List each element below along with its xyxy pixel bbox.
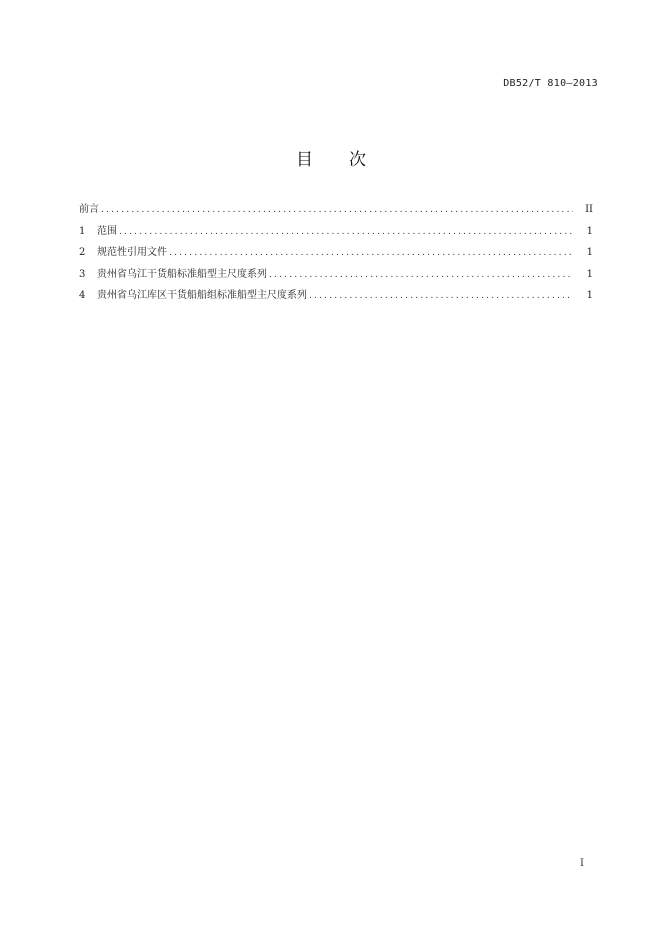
toc-entry-cargo-ship-series[interactable] bbox=[79, 265, 593, 287]
toc-leader-dots bbox=[309, 291, 573, 301]
toc-entry-page: 1 bbox=[586, 225, 593, 237]
toc-entry-number: 3 bbox=[79, 268, 86, 280]
toc-entry-page: 1 bbox=[586, 247, 593, 258]
table-of-contents bbox=[79, 200, 593, 308]
toc-leader-dots bbox=[101, 205, 573, 215]
toc-entry-normative-references[interactable] bbox=[79, 243, 593, 265]
toc-entry-label: 贵州省乌江干货船标准船型主尺度系列 bbox=[97, 268, 267, 280]
toc-leader-dots bbox=[169, 248, 573, 258]
title-char-left: 目 bbox=[296, 150, 313, 170]
toc-entry-page: 1 bbox=[586, 268, 593, 280]
toc-entry-ship-group-series[interactable] bbox=[79, 286, 593, 308]
toc-entry-number: 4 bbox=[79, 290, 86, 301]
toc-entry-label: 范围 bbox=[97, 225, 117, 237]
page-title bbox=[0, 145, 662, 170]
toc-entry-page: 1 bbox=[586, 290, 593, 301]
title-char-right: 次 bbox=[349, 150, 366, 170]
toc-leader-dots bbox=[119, 227, 573, 237]
toc-entry-number: 2 bbox=[79, 247, 86, 258]
document-code: DB52/T 810—2013 bbox=[503, 78, 598, 89]
page-number: I bbox=[580, 858, 584, 869]
toc-entry-scope[interactable] bbox=[79, 222, 593, 244]
toc-entry-page: II bbox=[585, 204, 593, 215]
toc-entry-label: 贵州省乌江库区干货船船组标准船型主尺度系列 bbox=[97, 290, 307, 301]
toc-entry-number: 1 bbox=[79, 225, 86, 237]
toc-entry-foreword[interactable] bbox=[79, 200, 593, 222]
toc-entry-label: 规范性引用文件 bbox=[97, 247, 167, 258]
toc-leader-dots bbox=[269, 270, 573, 280]
toc-entry-label: 前言 bbox=[79, 204, 99, 215]
